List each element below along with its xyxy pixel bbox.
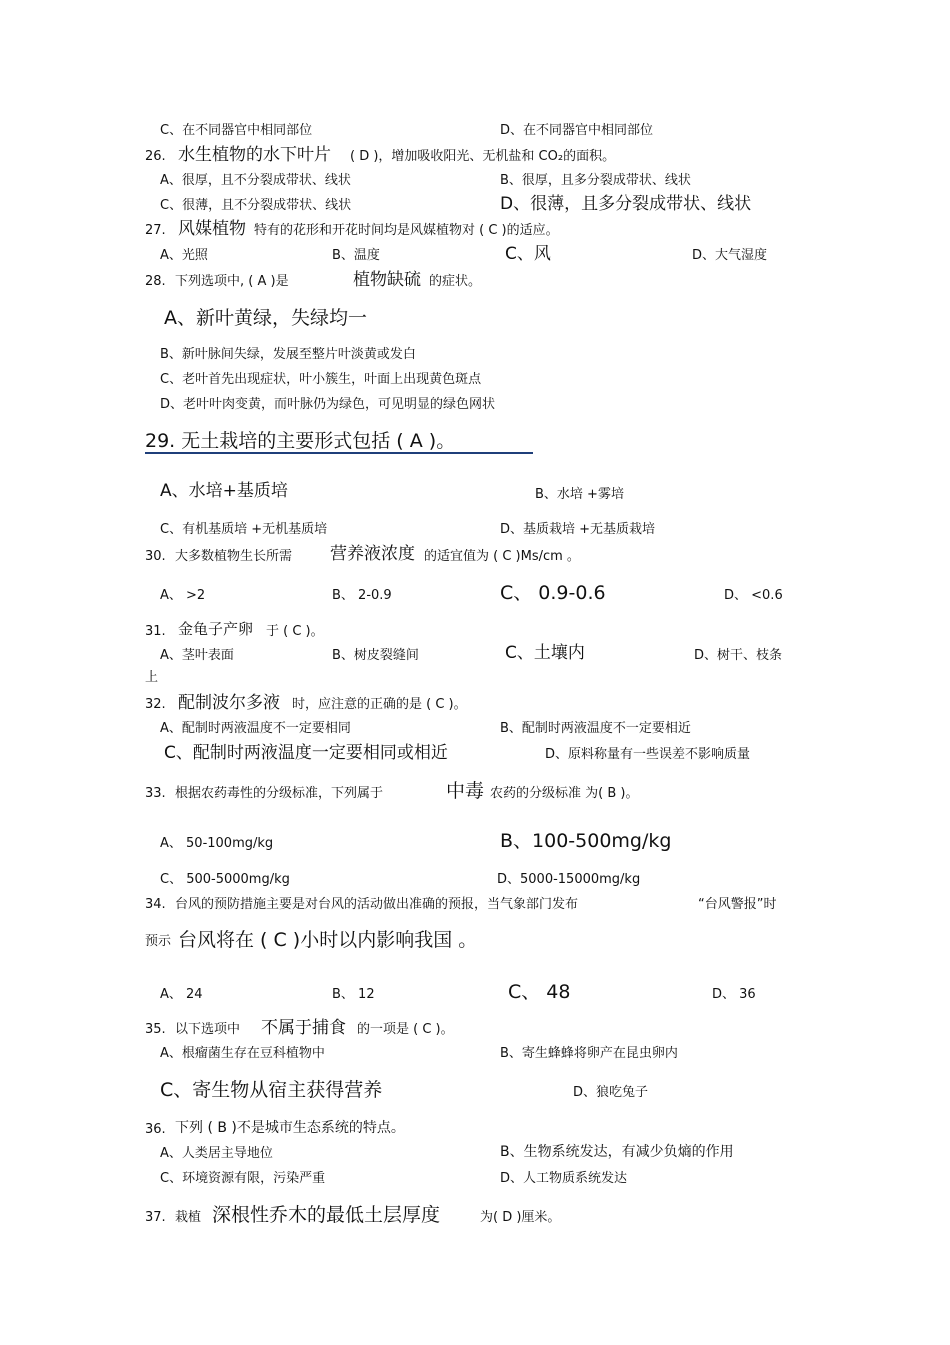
q28-option-c: C、老叶首先出现症状，叶小簇生，叶面上出现黄色斑点	[160, 372, 482, 387]
q27-number: 27.	[145, 223, 166, 238]
q27-stem: 特有的花形和开花时间均是风媒植物对 ( C )的适应。	[254, 223, 559, 238]
q27-option-b: B、温度	[332, 248, 380, 263]
q30-stem-emphasis: 营养液浓度	[330, 544, 415, 564]
q26-option-d: D、很薄，且多分裂成带状、线状	[500, 194, 752, 214]
q30-option-b: B、 2-0.9	[332, 588, 392, 603]
q34-stem-quote: “台风警报”时	[698, 897, 777, 912]
q35-option-b: B、寄生蜂蜂将卵产在昆虫卵内	[500, 1046, 678, 1061]
q30-option-d: D、 <0.6	[724, 588, 783, 603]
q32-option-d: D、原料称量有一些误差不影响质量	[545, 747, 751, 762]
q30-stem-prefix: 大多数植物生长所需	[175, 549, 293, 564]
q30-option-a: A、 >2	[160, 588, 206, 603]
q31-stem: 于 ( C )。	[266, 624, 324, 639]
q29-option-d: D、基质栽培 +无基质栽培	[500, 522, 656, 537]
q32-stem: 时，应注意的正确的是 ( C )。	[292, 697, 467, 712]
q28-option-a: A、新叶黄绿，失绿均一	[164, 307, 367, 329]
q33-stem-prefix: 根据农药毒性的分级标准，下列属于	[175, 786, 384, 801]
q29-option-a: A、水培+基质培	[160, 481, 288, 501]
q29-stem: 29. 无土栽培的主要形式包括 ( A )。	[145, 430, 456, 452]
q33-stem: 农药的分级标准 为( B )。	[490, 786, 639, 801]
q37-stem: 为( D )厘米。	[480, 1210, 561, 1225]
q36-option-a: A、人类居主导地位	[160, 1146, 273, 1161]
q34-option-c: C、 48	[508, 981, 571, 1003]
q35-number: 35.	[145, 1022, 166, 1037]
q31-option-c: C、土壤内	[505, 643, 585, 663]
q31-option-d: D、树干、枝条	[694, 648, 783, 663]
q33-option-b: B、100-500mg/kg	[500, 830, 672, 852]
q37-stem-prefix: 栽植	[175, 1210, 202, 1225]
q28-stem-prefix: 下列选项中, ( A )是	[175, 274, 289, 289]
q30-option-c: C、 0.9-0.6	[500, 582, 606, 604]
q35-option-d: D、狼吃兔子	[573, 1085, 649, 1100]
q30-stem: 的适宜值为 ( C )Ms/cm 。	[424, 549, 580, 564]
q34-stem-line2: 台风将在 ( C )小时以内影响我国 。	[178, 929, 478, 951]
q25-option-d: D、在不同器官中相同部位	[500, 123, 654, 138]
q26-stem: ( D )，增加吸收阳光、无机盐和 CO₂的面积。	[350, 149, 616, 164]
q26-stem-emphasis: 水生植物的水下叶片	[178, 145, 331, 165]
q29-underline	[145, 452, 533, 454]
q35-stem-emphasis: 不属于捕食	[261, 1018, 346, 1038]
q27-stem-emphasis: 风媒植物	[178, 219, 246, 239]
q29-option-b: B、水培 +雾培	[535, 487, 624, 502]
q31-number: 31.	[145, 624, 166, 639]
q36-number: 36.	[145, 1122, 166, 1137]
q37-stem-emphasis: 深根性乔木的最低土层厚度	[212, 1204, 441, 1226]
q34-stem-line1: 台风的预防措施主要是对台风的活动做出准确的预报，当气象部门发布	[175, 897, 579, 912]
q27-option-a: A、光照	[160, 248, 208, 263]
q31-stem-emphasis: 金龟子产卵	[178, 620, 254, 638]
q33-number: 33.	[145, 786, 166, 801]
q34-option-b: B、 12	[332, 987, 375, 1002]
q34-option-a: A、 24	[160, 987, 203, 1002]
q28-option-d: D、老叶叶肉变黄，而叶脉仍为绿色，可见明显的绿色网状	[160, 397, 496, 412]
q32-stem-emphasis: 配制波尔多液	[178, 693, 280, 713]
q32-option-b: B、配制时两液温度不一定要相近	[500, 721, 691, 736]
q31-option-b: B、树皮裂缝间	[332, 648, 419, 663]
q26-option-a: A、很厚，且不分裂成带状、线状	[160, 173, 351, 188]
q33-option-a: A、 50-100mg/kg	[160, 836, 274, 851]
q30-number: 30.	[145, 549, 166, 564]
q36-option-d: D、人工物质系统发达	[500, 1171, 628, 1186]
q33-stem-emphasis: 中毒	[446, 780, 485, 802]
q28-number: 28.	[145, 274, 166, 289]
q27-option-c: C、风	[505, 244, 551, 264]
q32-option-a: A、配制时两液温度不一定要相同	[160, 721, 351, 736]
q28-option-b: B、新叶脉间失绿，发展至整片叶淡黄或发白	[160, 347, 416, 362]
q35-stem-prefix: 以下选项中	[175, 1022, 241, 1037]
q31-option-d-wrap: 上	[145, 670, 159, 685]
q34-option-d: D、 36	[712, 987, 756, 1002]
q36-option-b: B、生物系统发达，有减少负熵的作用	[500, 1144, 734, 1160]
q29-option-c: C、有机基质培 +无机基质培	[160, 522, 328, 537]
q35-option-a: A、根瘤菌生存在豆科植物中	[160, 1046, 325, 1061]
q26-option-c: C、很薄，且不分裂成带状、线状	[160, 198, 352, 213]
q31-option-a: A、茎叶表面	[160, 648, 234, 663]
q28-stem: 的症状。	[429, 274, 482, 289]
q35-option-c: C、寄生物从宿主获得营养	[160, 1079, 383, 1101]
q32-number: 32.	[145, 697, 166, 712]
q34-number: 34.	[145, 897, 166, 912]
q26-number: 26.	[145, 149, 166, 164]
q28-stem-emphasis: 植物缺硫	[353, 270, 421, 290]
q33-option-c: C、 500-5000mg/kg	[160, 872, 290, 887]
q33-option-d: D、5000-15000mg/kg	[497, 872, 641, 887]
q37-number: 37.	[145, 1210, 166, 1225]
q27-option-d: D、大气湿度	[692, 248, 768, 263]
q26-option-b: B、很厚，且多分裂成带状、线状	[500, 173, 691, 188]
q36-option-c: C、环境资源有限，污染严重	[160, 1171, 326, 1186]
q34-stem-line2-prefix: 预示	[145, 934, 172, 949]
q25-option-c: C、在不同器官中相同部位	[160, 123, 313, 138]
q32-option-c: C、配制时两液温度一定要相同或相近	[164, 743, 448, 763]
q36-stem: 下列 ( B )不是城市生态系统的特点。	[175, 1120, 405, 1136]
q35-stem: 的一项是 ( C )。	[357, 1022, 454, 1037]
